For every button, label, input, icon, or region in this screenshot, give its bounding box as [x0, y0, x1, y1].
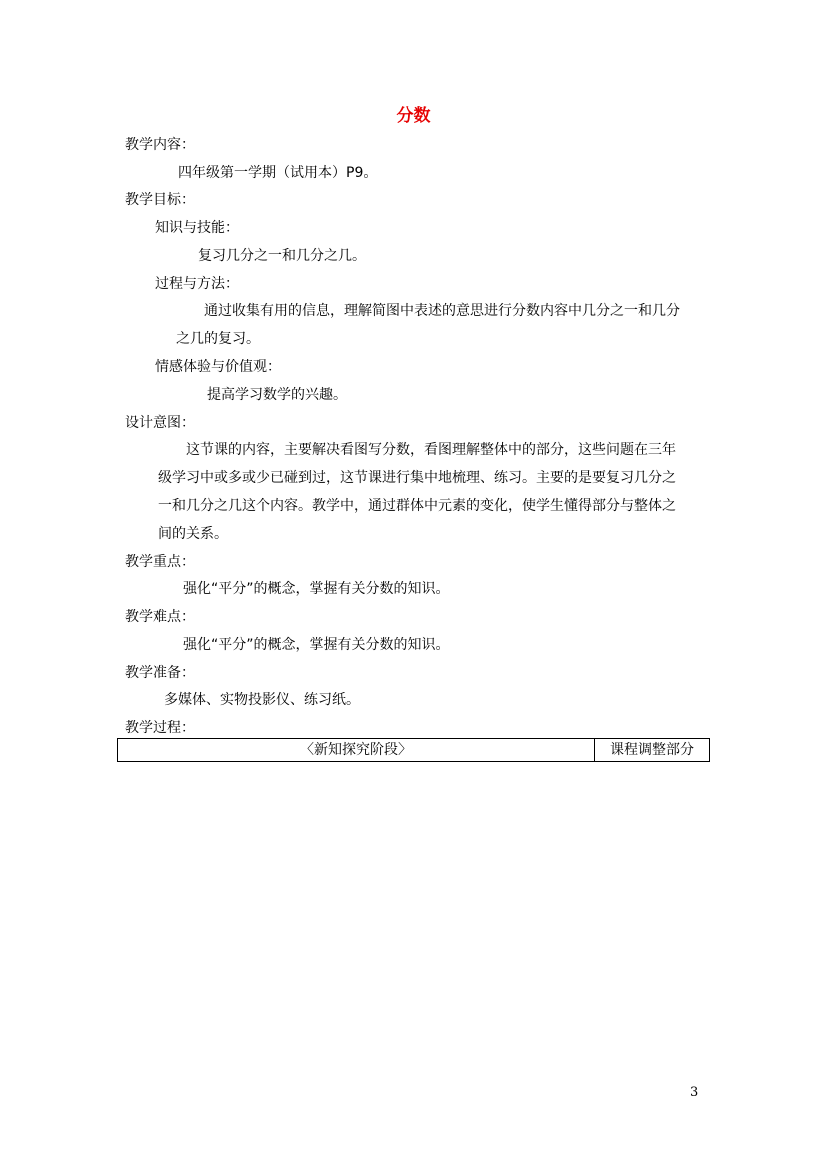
process-table — [117, 738, 710, 762]
objectives-heading: 教学目标： — [125, 192, 195, 208]
preparation-heading: 教学准备： — [125, 665, 195, 681]
new-knowledge-stage-cell: 〈新知探究阶段〉 — [118, 739, 595, 762]
content-text: 四年级第一学期（试用本）P9。 — [178, 165, 378, 181]
content-heading: 教学内容： — [125, 137, 195, 153]
design-heading: 设计意图： — [125, 415, 195, 431]
key-point-text: 强化“平分”的概念，掌握有关分数的知识。 — [183, 581, 450, 597]
design-line-4: 间的关系。 — [158, 526, 228, 542]
design-line-1: 这节课的内容，主要解决看图写分数，看图理解整体中的部分，这些问题在三年 — [186, 442, 676, 458]
design-line-3: 一和几分之几这个内容。教学中，通过群体中元素的变化，使学生懂得部分与整体之 — [158, 498, 676, 514]
process-heading: 教学过程： — [125, 720, 195, 736]
difficulty-heading: 教学难点： — [125, 609, 195, 625]
table-row — [118, 739, 710, 762]
process-method-heading: 过程与方法： — [155, 276, 239, 292]
process-method-line-2: 之几的复习。 — [176, 331, 260, 347]
design-line-2: 级学习中或多或少已碰到过，这节课进行集中地梳理、练习。主要的是要复习几分之 — [158, 470, 676, 486]
process-method-line-1: 通过收集有用的信息，理解简图中表述的意思进行分数内容中几分之一和几分 — [204, 303, 680, 319]
key-point-heading: 教学重点： — [125, 554, 195, 570]
difficulty-text: 强化“平分”的概念，掌握有关分数的知识。 — [183, 637, 450, 653]
page-number: 3 — [690, 1085, 699, 1100]
emotion-text: 提高学习数学的兴趣。 — [207, 387, 347, 403]
course-adjustment-cell: 课程调整部分 — [595, 739, 710, 762]
knowledge-text: 复习几分之一和几分之几。 — [198, 248, 366, 264]
emotion-heading: 情感体验与价值观： — [155, 359, 281, 375]
page-title: 分数 — [396, 106, 431, 126]
preparation-text: 多媒体、实物投影仪、练习纸。 — [164, 692, 360, 708]
knowledge-heading: 知识与技能： — [155, 220, 239, 236]
